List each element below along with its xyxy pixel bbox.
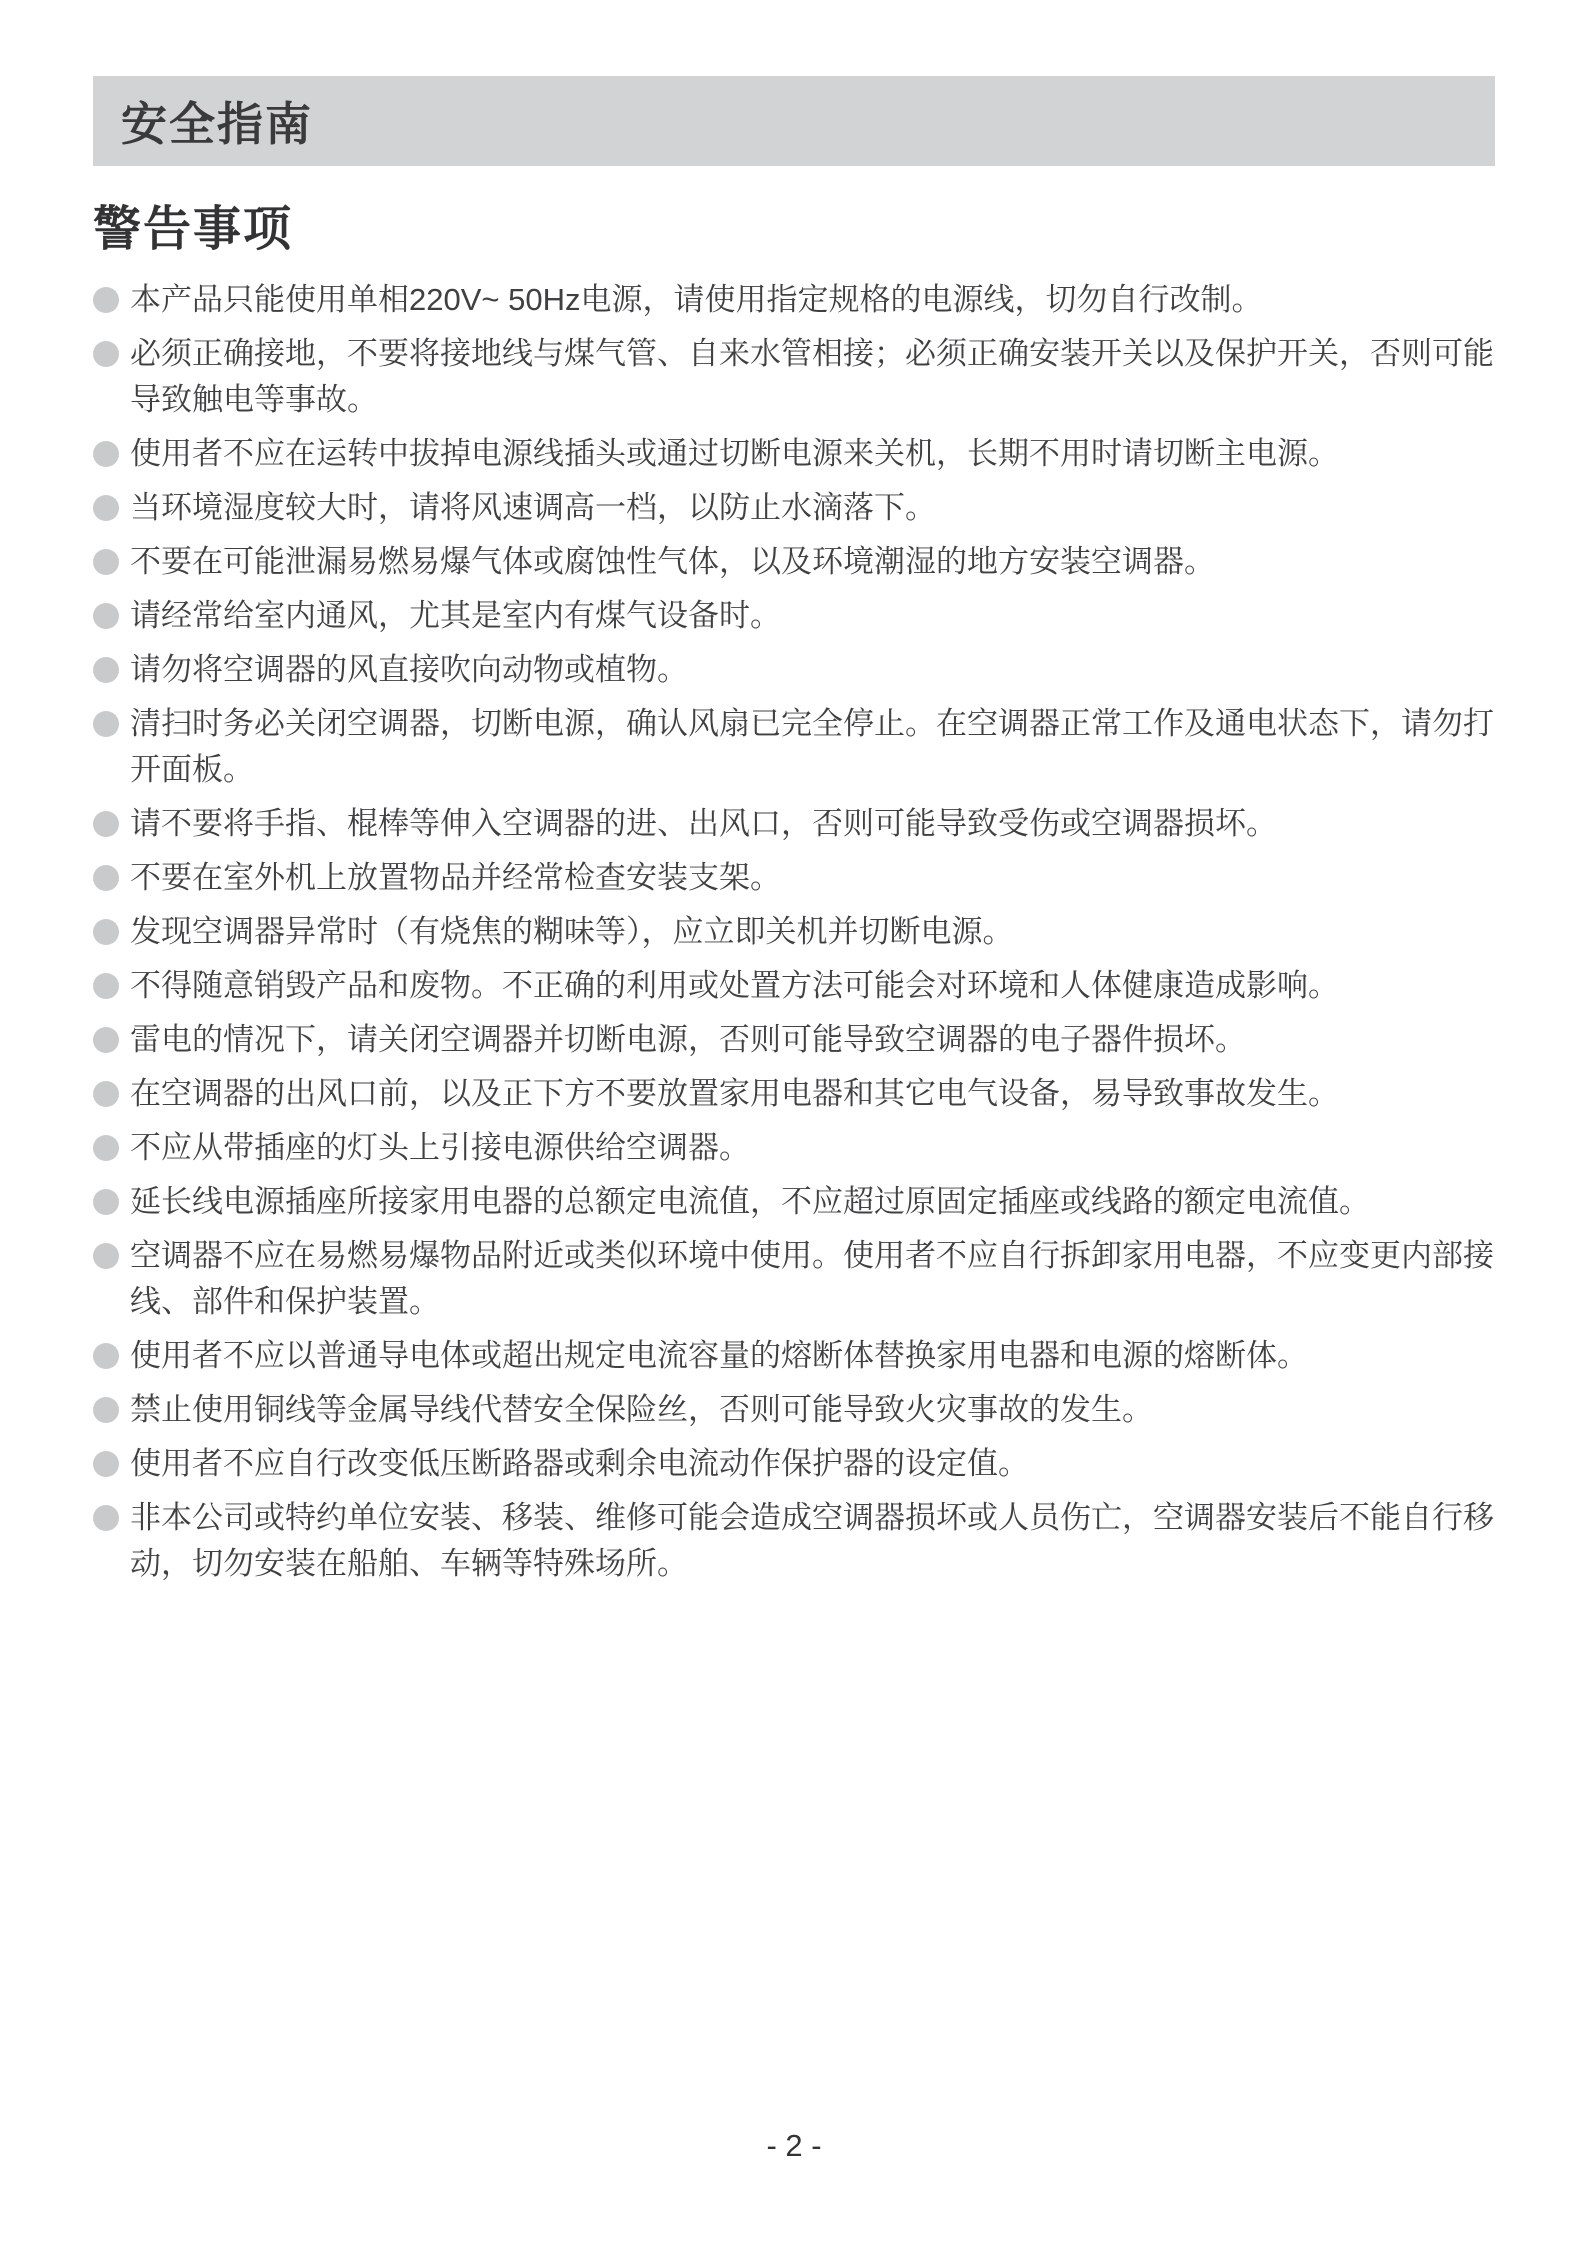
warning-item xyxy=(93,593,1495,639)
section-header-bar xyxy=(93,76,1495,166)
warning-text: 请经常给室内通风，尤其是室内有煤气设备时。 xyxy=(130,598,781,633)
warning-text: 禁止使用铜线等金属导线代替安全保险丝，否则可能导致火灾事故的发生。 xyxy=(130,1392,1153,1427)
bullet-icon xyxy=(93,1027,119,1053)
bullet-icon xyxy=(93,1135,119,1161)
warning-item xyxy=(93,1125,1495,1171)
warning-item xyxy=(93,1387,1495,1433)
warning-item xyxy=(93,963,1495,1009)
warning-item xyxy=(93,1441,1495,1487)
warning-list xyxy=(93,277,1495,1587)
warning-item xyxy=(93,855,1495,901)
bullet-icon xyxy=(93,1505,119,1531)
warning-text: 非本公司或特约单位安装、移装、维修可能会造成空调器损坏或人员伤亡，空调器安装后不能自行移动，切勿安装在船舶、车辆等特殊场所。 xyxy=(130,1500,1494,1581)
bullet-icon xyxy=(93,549,119,575)
bullet-icon xyxy=(93,603,119,629)
warning-text: 不要在可能泄漏易燃易爆气体或腐蚀性气体，以及环境潮湿的地方安装空调器。 xyxy=(130,544,1215,579)
bullet-icon xyxy=(93,1343,119,1369)
bullet-icon xyxy=(93,919,119,945)
bullet-icon xyxy=(93,711,119,737)
warning-item xyxy=(93,485,1495,531)
warning-text: 延长线电源插座所接家用电器的总额定电流值，不应超过原固定插座或线路的额定电流值。 xyxy=(130,1184,1370,1219)
warning-item xyxy=(93,277,1495,323)
warning-item xyxy=(93,1233,1495,1325)
bullet-icon xyxy=(93,1243,119,1269)
bullet-icon xyxy=(93,287,119,313)
warning-text: 使用者不应以普通导电体或超出规定电流容量的熔断体替换家用电器和电源的熔断体。 xyxy=(130,1338,1308,1373)
warning-text: 雷电的情况下，请关闭空调器并切断电源，否则可能导致空调器的电子器件损坏。 xyxy=(130,1022,1246,1057)
page-title: 安全指南 xyxy=(121,98,313,150)
warning-item xyxy=(93,909,1495,955)
bullet-icon xyxy=(93,1397,119,1423)
bullet-icon xyxy=(93,973,119,999)
warning-text: 空调器不应在易燃易爆物品附近或类似环境中使用。使用者不应自行拆卸家用电器，不应变更内部接线、部件和保护装置。 xyxy=(130,1238,1494,1319)
warning-item xyxy=(93,1495,1495,1587)
warning-text: 本产品只能使用单相220V~ 50Hz电源，请使用指定规格的电源线，切勿自行改制。 xyxy=(130,282,1263,317)
page-number: - 2 - xyxy=(766,2128,822,2163)
warning-text: 在空调器的出风口前，以及正下方不要放置家用电器和其它电气设备，易导致事故发生。 xyxy=(130,1076,1339,1111)
bullet-icon xyxy=(93,341,119,367)
warnings-heading: 警告事项 xyxy=(93,203,294,256)
bullet-icon xyxy=(93,1451,119,1477)
warning-text: 不要在室外机上放置物品并经常检查安装支架。 xyxy=(130,860,781,895)
bullet-icon xyxy=(93,657,119,683)
warning-text: 必须正确接地，不要将接地线与煤气管、自来水管相接；必须正确安装开关以及保护开关，否则可能导致触电等事故。 xyxy=(130,336,1494,417)
warning-text: 当环境湿度较大时，请将风速调高一档，以防止水滴落下。 xyxy=(130,490,936,525)
warning-item xyxy=(93,1017,1495,1063)
bullet-icon xyxy=(93,441,119,467)
warning-item xyxy=(93,331,1495,423)
warning-item xyxy=(93,801,1495,847)
warning-item xyxy=(93,1071,1495,1117)
warning-item xyxy=(93,1179,1495,1225)
bullet-icon xyxy=(93,1189,119,1215)
warning-item xyxy=(93,647,1495,693)
warning-text: 发现空调器异常时（有烧焦的糊味等），应立即关机并切断电源。 xyxy=(130,914,1014,949)
warning-item xyxy=(93,701,1495,793)
warning-text: 清扫时务必关闭空调器，切断电源，确认风扇已完全停止。在空调器正常工作及通电状态下，请勿打开面板。 xyxy=(130,706,1494,787)
manual-page xyxy=(93,0,1495,1595)
warning-text: 不应从带插座的灯头上引接电源供给空调器。 xyxy=(130,1130,750,1165)
warning-text: 不得随意销毁产品和废物。不正确的利用或处置方法可能会对环境和人体健康造成影响。 xyxy=(130,968,1339,1003)
bullet-icon xyxy=(93,495,119,521)
bullet-icon xyxy=(93,811,119,837)
warning-item xyxy=(93,539,1495,585)
bullet-icon xyxy=(93,1081,119,1107)
bullet-icon xyxy=(93,865,119,891)
warning-item xyxy=(93,431,1495,477)
warning-text: 使用者不应自行改变低压断路器或剩余电流动作保护器的设定值。 xyxy=(130,1446,1029,1481)
warning-text: 使用者不应在运转中拔掉电源线插头或通过切断电源来关机，长期不用时请切断主电源。 xyxy=(130,436,1339,471)
warning-item xyxy=(93,1333,1495,1379)
warning-text: 请勿将空调器的风直接吹向动物或植物。 xyxy=(130,652,688,687)
warning-text: 请不要将手指、棍棒等伸入空调器的进、出风口，否则可能导致受伤或空调器损坏。 xyxy=(130,806,1277,841)
